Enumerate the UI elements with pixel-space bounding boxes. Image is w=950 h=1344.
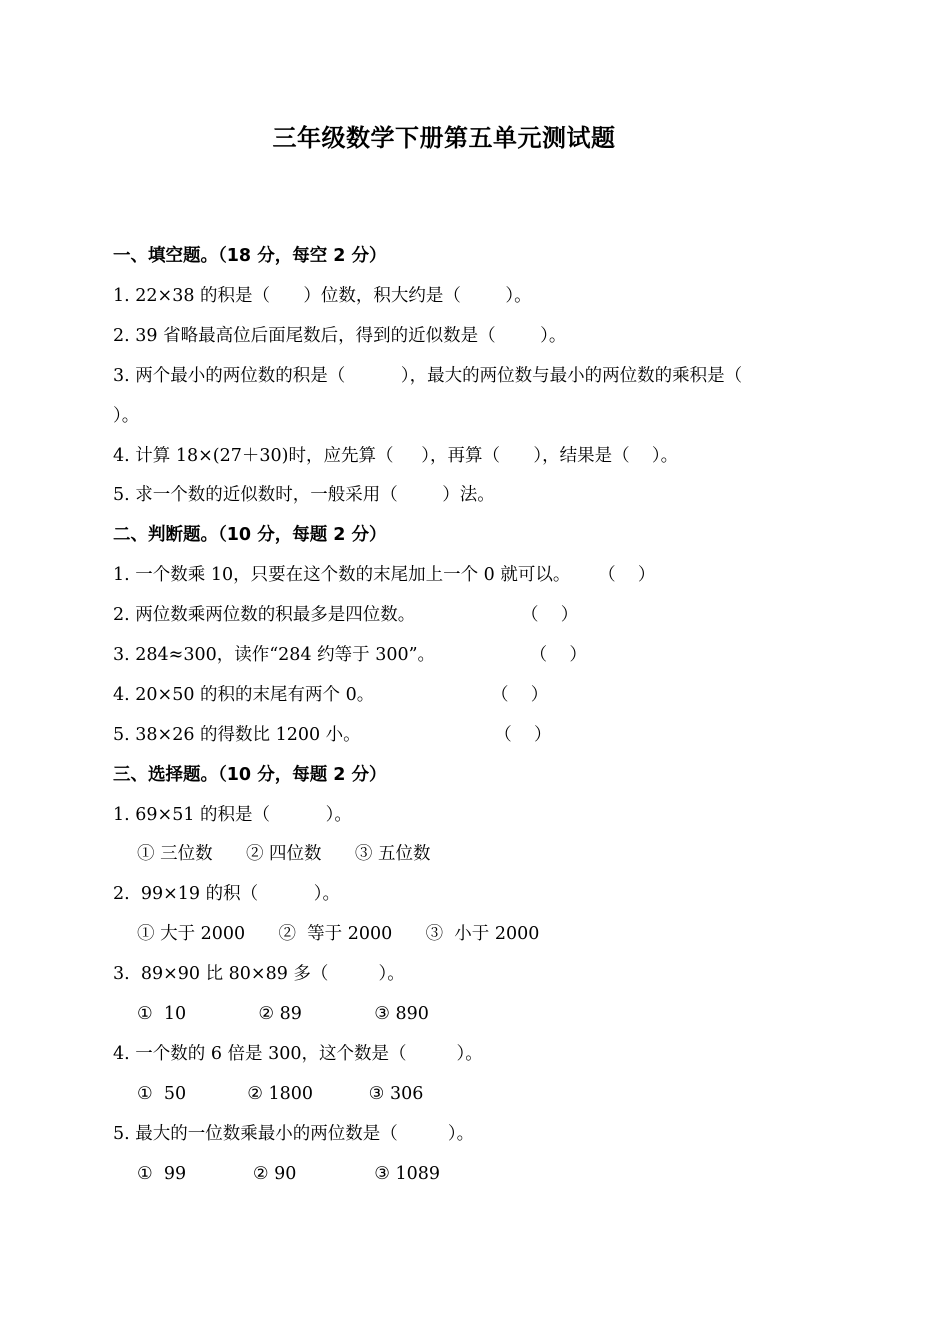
- choice-question-3-options: ① 10 ② 89 ③ 890: [137, 1004, 429, 1024]
- section-heading-fill: 一、填空题。（18 分，每空 2 分）: [113, 246, 387, 266]
- choice-question-4: 4. 一个数的 6 倍是 300，这个数是（ ）。: [113, 1044, 483, 1064]
- fill-question-1: 1. 22×38 的积是（ ）位数，积大约是（ ）。: [113, 286, 532, 306]
- fill-question-4: 4. 计算 18×(27＋30)时，应先算（ ），再算（ ），结果是（ ）。: [113, 446, 679, 466]
- choice-question-4-options: ① 50 ② 1800 ③ 306: [137, 1084, 424, 1104]
- judge-question-5: 5. 38×26 的得数比 1200 小。 （ ）: [113, 725, 552, 745]
- fill-question-5: 5. 求一个数的近似数时，一般采用（ ）法。: [113, 485, 495, 505]
- choice-question-2-options: ① 大于 2000 ② 等于 2000 ③ 小于 2000: [137, 924, 540, 944]
- choice-question-2: 2. 99×19 的积（ ）。: [113, 884, 340, 904]
- judge-question-3: 3. 284≈300，读作“284 约等于 300”。 （ ）: [113, 645, 587, 665]
- judge-question-4: 4. 20×50 的积的末尾有两个 0。 （ ）: [113, 685, 549, 705]
- fill-question-2: 2. 39 省略最高位后面尾数后，得到的近似数是（ ）。: [113, 326, 567, 346]
- page-title: 三年级数学下册第五单元测试题: [272, 124, 616, 152]
- fill-question-3: 3. 两个最小的两位数的积是（ ），最大的两位数与最小的两位数的乘积是（: [113, 366, 743, 386]
- choice-question-5-options: ① 99 ② 90 ③ 1089: [137, 1164, 441, 1184]
- judge-question-1: 1. 一个数乘 10，只要在这个数的末尾加上一个 0 就可以。 （ ）: [113, 565, 656, 585]
- fill-question-3-continued: ）。: [113, 406, 140, 426]
- section-heading-choice: 三、选择题。（10 分，每题 2 分）: [113, 765, 387, 785]
- section-heading-judge: 二、判断题。（10 分，每题 2 分）: [113, 525, 387, 545]
- judge-question-2: 2. 两位数乘两位数的积最多是四位数。 （ ）: [113, 605, 579, 625]
- choice-question-3: 3. 89×90 比 80×89 多（ ）。: [113, 964, 405, 984]
- choice-question-5: 5. 最大的一位数乘最小的两位数是（ ）。: [113, 1124, 475, 1144]
- choice-question-1: 1. 69×51 的积是（ ）。: [113, 805, 352, 825]
- choice-question-1-options: ① 三位数 ② 四位数 ③ 五位数: [137, 844, 431, 864]
